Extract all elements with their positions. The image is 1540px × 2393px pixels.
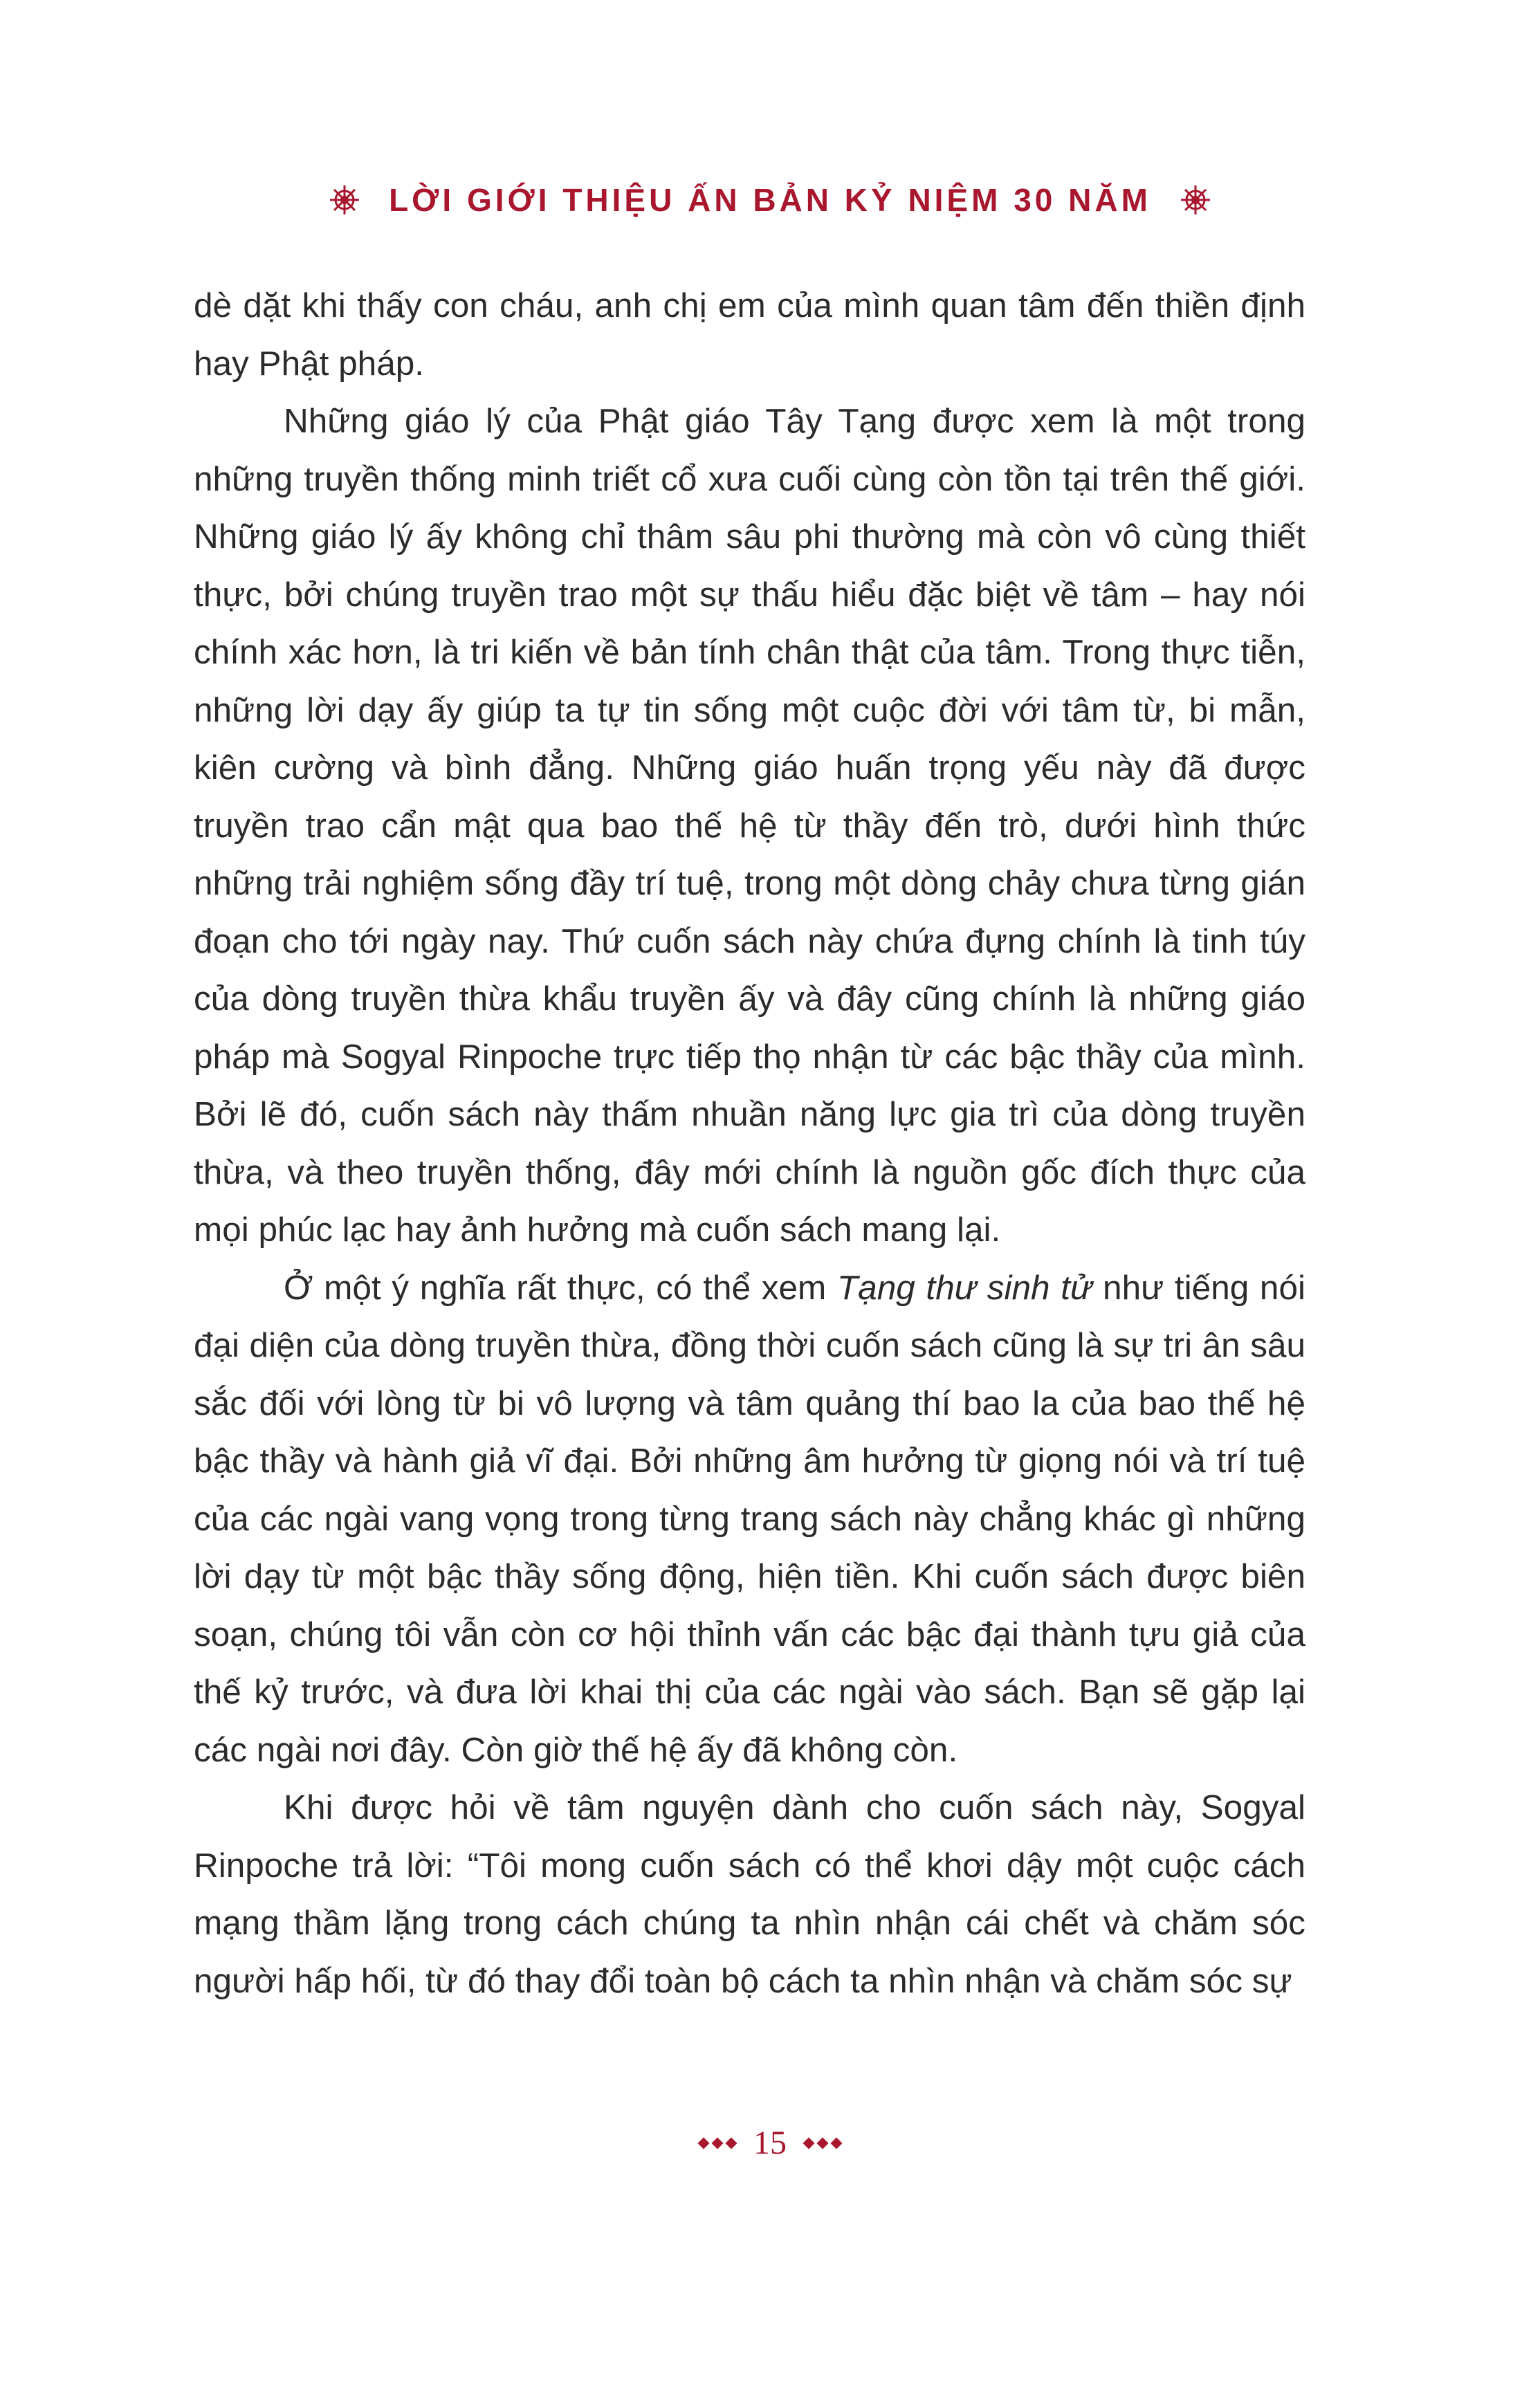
paragraph-4: Khi được hỏi về tâm nguyện dành cho cuốn sách này, Sogyal Rinpoche trả lời: “Tôi mong cuốn sách có thể khơi dậy một cuộc cách mạng thầm lặng trong cách chúng ta nhìn nhận cái chết và chăm sóc người hấp hối, từ đó thay đổi toàn bộ cách ta nhìn nhận và chăm sóc sự bbox=[194, 1788, 1305, 2000]
header-title: LỜI GIỚI THIỆU ẤN BẢN KỶ NIỆM 30 NĂM bbox=[389, 182, 1151, 218]
paragraph-3-start: Ở một ý nghĩa rất thực, có thể xem bbox=[284, 1268, 837, 1307]
running-header bbox=[0, 181, 1540, 219]
paragraph-3 bbox=[194, 1259, 1305, 1779]
paragraph-1: dè dặt khi thấy con cháu, anh chị em của mình quan tâm đến thiền định hay Phật pháp. bbox=[194, 286, 1305, 383]
book-title: Tạng thư sinh tử bbox=[836, 1268, 1092, 1307]
paragraph-2: Những giáo lý của Phật giáo Tây Tạng được xem là một trong những truyền thống minh triết cổ xưa cuối cùng còn tồn tại trên thế giới. Những giáo lý ấy không chỉ thâm sâu phi thường mà còn vô cùng thiết thực, bởi chúng truyền trao một sự thấu hiểu đặc biệt về tâm – hay nói chính xác hơn, là tri kiến về bản tính chân thật của tâm. Trong thực tiễn, những lời dạy ấy giúp ta tự tin sống một cuộc đời với tâm từ, bi mẫn, kiên cường và bình đẳng. Những giáo huấn trọng yếu này đã được truyền trao cẩn mật qua bao thế hệ từ thầy đến trò, dưới hình thức những trải nghiệm sống đầy trí tuệ, trong một dòng chảy chưa từng gián đoạn cho tới ngày nay. Thứ cuốn sách này chứa đựng chính là tinh túy của dòng truyền thừa khẩu truyền ấy và đây cũng chính là những giáo pháp mà Sogyal Rinpoche trực tiếp thọ nhận từ các bậc thầy của mình. Bởi lẽ đó, cuốn sách này thấm nhuần năng lực gia trì của dòng truyền thừa, và theo truyền thống, đây mới chính là nguồn gốc đích thực của mọi phúc lạc hay ảnh hưởng mà cuốn sách mang lại. bbox=[194, 402, 1305, 1249]
dharma-wheel-icon bbox=[328, 183, 361, 217]
page-footer bbox=[0, 2124, 1540, 2162]
page-number: 15 bbox=[753, 2125, 787, 2161]
diamond-icon bbox=[699, 2139, 735, 2147]
body-text bbox=[194, 277, 1305, 2010]
paragraph-3-rest: như tiếng nói đại diện của dòng truyền thừa, đồng thời cuốn sách cũng là sự tri ân sâu sắc đối với lòng từ bi vô lượng và tâm quảng thí bao la của bao thế hệ bậc thầy và hành giả vĩ đại. Bởi những âm hưởng từ giọng nói và trí tuệ của các ngài vang vọng trong từng trang sách này chẳng khác gì những lời dạy từ một bậc thầy sống động, hiện tiền. Khi cuốn sách được biên soạn, chúng tôi vẫn còn cơ hội thỉnh vấn các bậc đại thành tựu giả của thế kỷ trước, và đưa lời khai thị của các ngài vào sách. Bạn sẽ gặp lại các ngài nơi đây. Còn giờ thế hệ ấy đã không còn. bbox=[194, 1268, 1305, 1769]
diamond-icon bbox=[805, 2139, 841, 2147]
dharma-wheel-icon bbox=[1179, 183, 1212, 217]
